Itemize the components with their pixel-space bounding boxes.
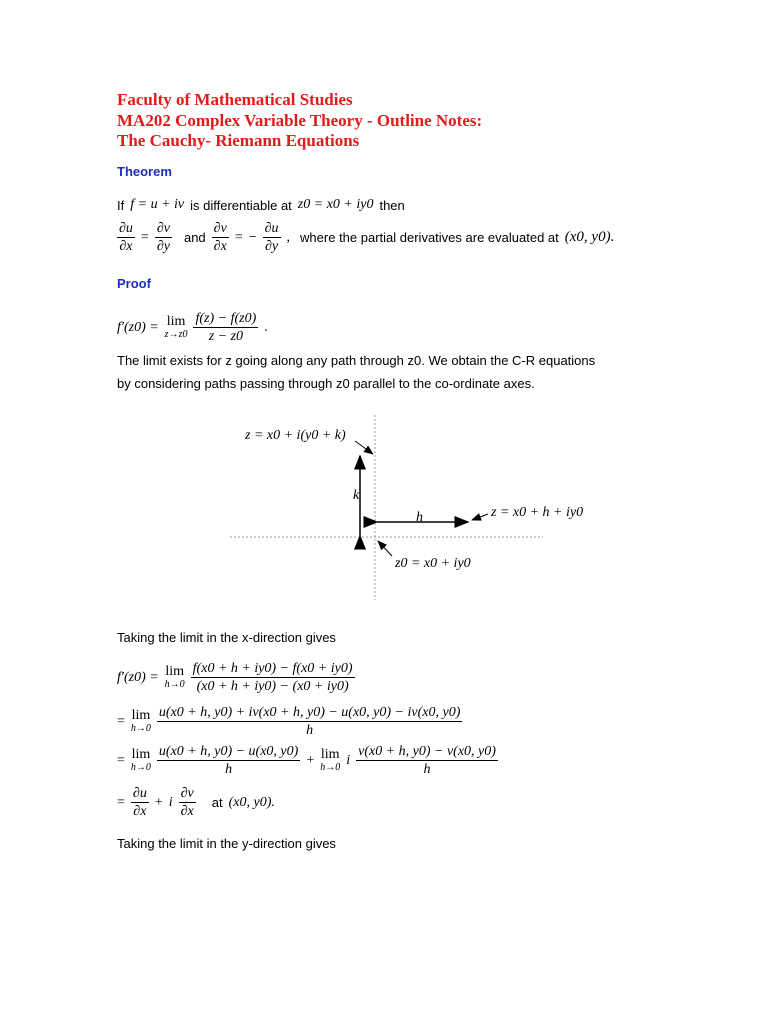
y-direction-intro: Taking the limit in the y-direction gives: [117, 836, 336, 851]
topic-title: The Cauchy- Riemann Equations: [117, 131, 360, 150]
frac-dv-dy: $\frac{\partial v}{\partial y}$: [156, 221, 170, 254]
theorem-mid: is differentiable at: [190, 197, 292, 213]
theorem-if: If: [117, 197, 125, 213]
top-pointer: [355, 441, 373, 454]
label-top-point: z = x0 + i(y0 + k): [245, 428, 346, 443]
frac-du-dx: $\frac{\partial u}{\partial x}$: [119, 221, 133, 254]
difference-quotient: $\frac{f(z) - f(z0)}{z - z0}$: [195, 311, 257, 344]
limit-operator: lim z→z0: [164, 313, 188, 340]
theorem-point-z0: z0 = x0 + iy0: [297, 197, 374, 212]
x-limit-result: = $\frac{\partial u}{\partial x}$ + i $\frac{\partial v}{\partial x}$ at (x0, y0).: [117, 786, 275, 819]
proof-paragraph-2: by considering paths passing through z0 parallel to the co-ordinate axes.: [117, 376, 535, 391]
bottom-pointer: [378, 541, 392, 556]
course-title: MA202 Complex Variable Theory - Outline Notes:: [117, 111, 483, 130]
and-label: and: [183, 230, 206, 245]
theorem-function: f = u + iv: [130, 197, 185, 212]
frac-du-dy: $\frac{\partial u}{\partial y}$: [264, 221, 279, 254]
derivative-definition: f′(z0) = lim z→z0 $\frac{f(z) - f(z0)}{z - z0}$ .: [117, 311, 268, 344]
x-limit-line-3: = lim h→0 $\frac{u(x0 + h, y0) - u(x0, y0)}{h}$ + lim h→0 i $\frac{v(x0 + h, y0) - v(x0, y0)}{h}$: [117, 744, 496, 777]
label-k: k: [353, 488, 360, 503]
theorem-heading: Theorem: [117, 164, 172, 179]
x-limit-line-1: f′(z0) = lim h→0 $\frac{f(x0 + h + iy0) - f(x0 + iy0)}{(x0 + h + iy0) - (x0 + iy0)}$: [117, 661, 353, 694]
right-pointer: [472, 514, 488, 520]
cr-equations: $\frac{\partial u}{\partial x}$ = $\frac{\partial v}{\partial y}$ and $\frac{\partial v}{\partial x}$ = − $\frac{\partial u}{\partial y}$ , where the partial derivatives are evaluated at (x0, y0).: [119, 221, 615, 254]
label-h: h: [416, 510, 423, 525]
faculty-title: Faculty of Mathematical Studies: [117, 90, 353, 109]
x-direction-intro: Taking the limit in the x-direction gives: [117, 630, 336, 645]
proof-paragraph-1: The limit exists for z going along any path through z0. We obtain the C-R equations: [117, 353, 596, 368]
label-origin-point: z0 = x0 + iy0: [395, 556, 471, 571]
x-limit-line-2: = lim h→0 $\frac{u(x0 + h, y0) + iv(x0 + h, y0) - u(x0, y0) - iv(x0, y0)}{h}$: [117, 705, 461, 738]
label-right-point: z = x0 + h + iy0: [491, 505, 584, 520]
theorem-then: then: [379, 197, 405, 213]
eval-point: (x0, y0).: [564, 229, 615, 245]
proof-heading: Proof: [117, 276, 151, 291]
where-text: where the partial derivatives are evaluated at: [300, 230, 559, 245]
frac-dv-dx: $\frac{\partial v}{\partial x}$: [213, 221, 227, 254]
